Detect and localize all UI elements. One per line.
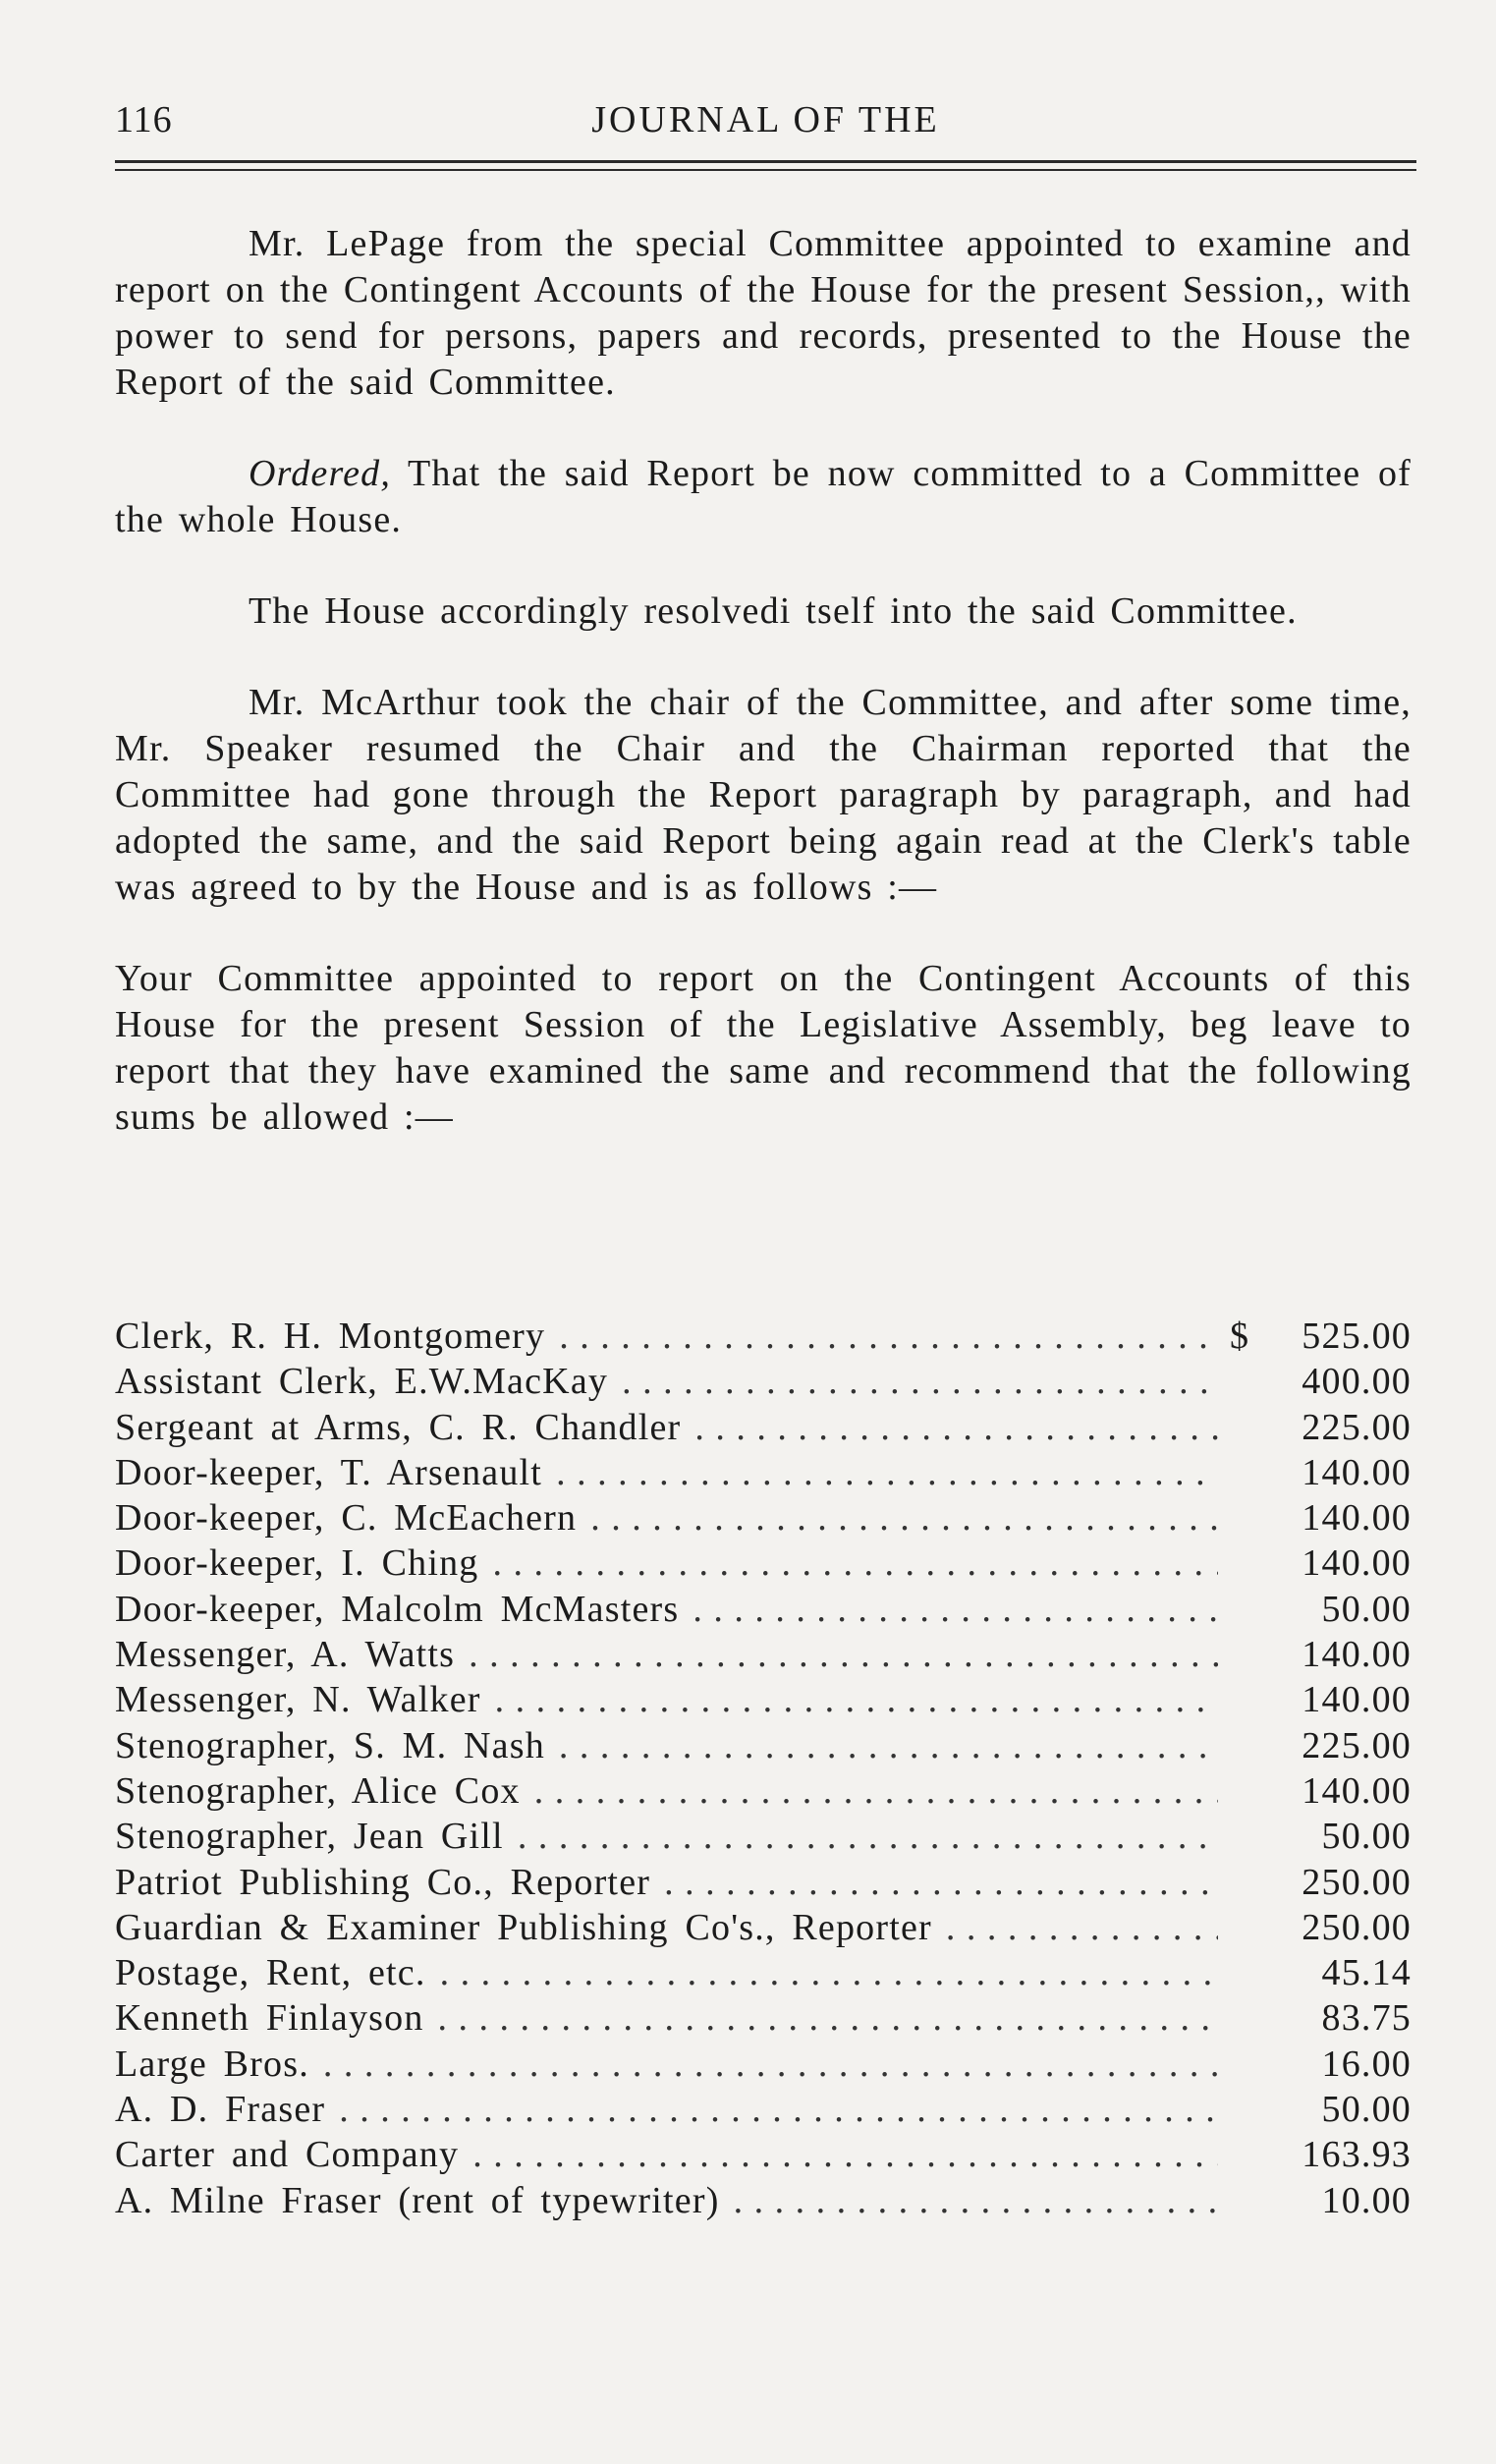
dot-leader (534, 1768, 1218, 1814)
dot-leader (492, 1540, 1218, 1586)
dot-leader (323, 2042, 1218, 2087)
ordered-word: Ordered, (249, 453, 392, 494)
account-label: Stenographer, S. M. Nash (115, 1724, 545, 1766)
account-row (115, 1314, 1412, 1359)
dot-leader (495, 1677, 1218, 1722)
account-amount: 140.00 (1302, 1451, 1412, 1493)
account-amount: 83.75 (1321, 1997, 1412, 2040)
dot-leader (518, 1814, 1218, 1859)
account-amount: 250.00 (1302, 1906, 1412, 1948)
paragraph-chair: Mr. McArthur took the chair of the Committee, and after some time, Mr. Speaker resumed the Chair and the Chairman reported that the Committee had gone through the Report paragraph by paragraph, and had adopted the same, and the said Report being again read at the Clerk's table was agreed to by the House and is as follows :— (115, 682, 1412, 908)
header-rule-thin (115, 169, 1416, 171)
running-head: JOURNAL OF THE (591, 99, 940, 140)
account-label: Messenger, N. Walker (115, 1679, 481, 1721)
account-label: A. Milne Fraser (rent of typewriter) (115, 2179, 720, 2221)
account-amount: 50.00 (1321, 1816, 1412, 1858)
account-row (115, 1905, 1412, 1950)
account-row (115, 2042, 1412, 2087)
account-amount: 140.00 (1302, 1542, 1412, 1585)
dot-leader (559, 1314, 1218, 1359)
paragraph-recommendation: Your Committee appointed to report on the Contingent Accounts of this House for the present Session of the Legislative Assembly, beg leave to report that they have examined the same and recommend that the following sums be allowed :— (115, 958, 1412, 1138)
account-amount: 400.00 (1302, 1361, 1412, 1403)
account-row (115, 2132, 1412, 2177)
dot-leader (339, 2087, 1218, 2132)
paragraph-committee-report: Mr. LePage from the special Committee appointed to examine and report on the Contingent Accounts of the House for the present Session,, with power to send for persons, papers and records, presented to the House the Report of the said Committee. (115, 223, 1412, 403)
account-row (115, 1860, 1412, 1905)
account-label: Door-keeper, I. Ching (115, 1542, 479, 1585)
account-row (115, 2178, 1412, 2223)
account-label: Clerk, R. H. Montgomery (115, 1316, 546, 1357)
account-row (115, 1540, 1412, 1586)
account-row (115, 1632, 1412, 1677)
account-row (115, 1495, 1412, 1540)
account-amount: 16.00 (1321, 2043, 1412, 2085)
account-label: Door-keeper, C. McEachern (115, 1497, 578, 1540)
account-row (115, 1950, 1412, 1995)
account-amount: 525.00 (1302, 1316, 1412, 1357)
account-label: Carter and Company (115, 2134, 460, 2176)
account-label: Postage, Rent, etc. (115, 1952, 426, 1994)
dot-leader (556, 1450, 1218, 1495)
account-label: Kenneth Finlayson (115, 1997, 424, 2040)
account-amount: 225.00 (1302, 1724, 1412, 1766)
account-label: A. D. Fraser (115, 2089, 326, 2131)
account-amount: 140.00 (1302, 1497, 1412, 1540)
account-amount: 140.00 (1302, 1634, 1412, 1676)
account-row (115, 1995, 1412, 2041)
account-row (115, 1814, 1412, 1859)
ordered-text: That the said Report be now committed to a Committee of the whole House. (115, 453, 1412, 540)
paragraph-ordered (115, 451, 1412, 543)
account-label: Stenographer, Jean Gill (115, 1816, 504, 1858)
account-amount: 250.00 (1302, 1861, 1412, 1903)
dot-leader (734, 2178, 1218, 2223)
account-row (115, 2087, 1412, 2132)
account-label: Guardian & Examiner Publishing Co's., Reporter (115, 1906, 932, 1948)
account-label: Door-keeper, Malcolm McMasters (115, 1588, 680, 1630)
accounts-list (115, 1314, 1412, 2223)
dot-leader (472, 2132, 1218, 2177)
dot-leader (694, 1405, 1218, 1450)
account-label: Sergeant at Arms, C. R. Chandler (115, 1406, 682, 1448)
account-amount: 140.00 (1302, 1769, 1412, 1812)
dot-leader (664, 1860, 1218, 1905)
account-label: Assistant Clerk, E.W.MacKay (115, 1361, 609, 1403)
page-header (115, 98, 1412, 157)
account-row (115, 1768, 1412, 1814)
account-amount: 50.00 (1321, 1588, 1412, 1630)
account-label: Stenographer, Alice Cox (115, 1769, 521, 1812)
dot-leader (440, 1950, 1218, 1995)
account-label: Door-keeper, T. Arsenault (115, 1451, 543, 1493)
account-label: Large Bros. (115, 2043, 309, 2085)
account-label: Messenger, A. Watts (115, 1634, 456, 1676)
account-amount: 50.00 (1321, 2089, 1412, 2131)
dot-leader (559, 1723, 1218, 1768)
header-rule (115, 160, 1416, 163)
dot-leader (469, 1632, 1218, 1677)
account-row (115, 1677, 1412, 1722)
account-row (115, 1359, 1412, 1404)
journal-body (115, 221, 1412, 1209)
account-amount: 10.00 (1321, 2179, 1412, 2221)
dot-leader (590, 1495, 1218, 1540)
dot-leader (693, 1587, 1218, 1632)
dot-leader (622, 1359, 1218, 1404)
account-amount: 140.00 (1302, 1679, 1412, 1721)
page-number: 116 (115, 99, 173, 140)
account-label: Patriot Publishing Co., Reporter (115, 1861, 651, 1903)
currency-symbol: $ (1230, 1316, 1250, 1357)
account-row (115, 1450, 1412, 1495)
account-row (115, 1723, 1412, 1768)
account-amount: 225.00 (1302, 1406, 1412, 1448)
paragraph-resolved: The House accordingly resolvedi tself into the said Committee. (249, 590, 1298, 632)
account-amount: 45.14 (1321, 1952, 1412, 1994)
account-row (115, 1405, 1412, 1450)
account-amount: 163.93 (1302, 2134, 1412, 2176)
account-row (115, 1587, 1412, 1632)
dot-leader (438, 1995, 1218, 2041)
dot-leader (946, 1905, 1218, 1950)
